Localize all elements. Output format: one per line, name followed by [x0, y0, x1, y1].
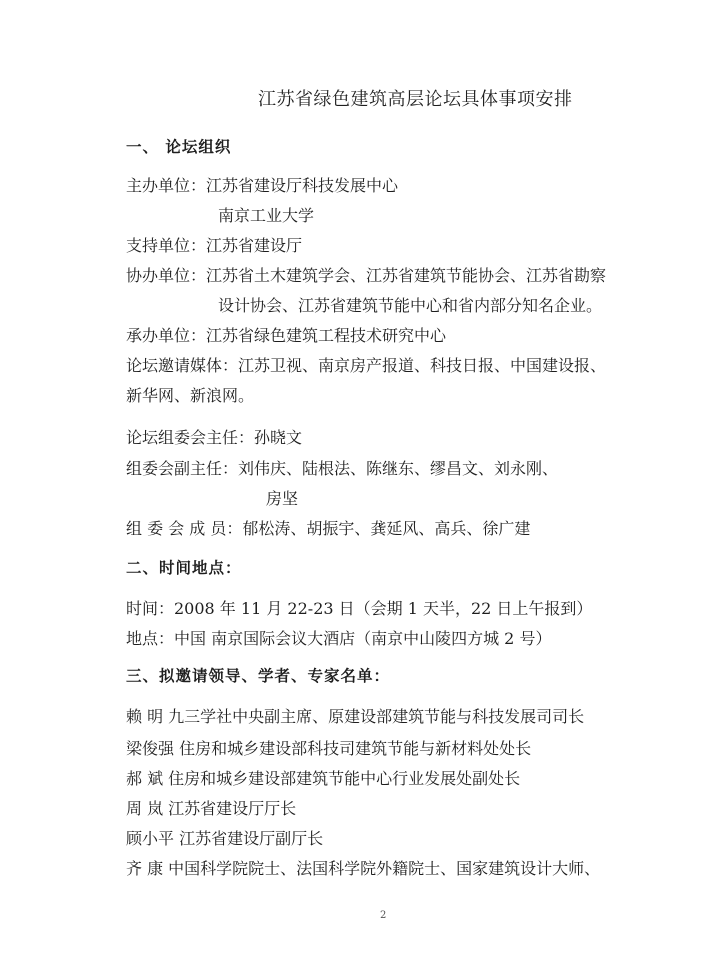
media-line: 论坛邀请媒体：江苏卫视、南京房产报道、科技日报、中国建设报、 — [126, 356, 607, 375]
vice-chair-line-2: 房坚 — [266, 489, 299, 508]
co-organizer-line: 协办单位：江苏省土木建筑学会、江苏省建筑节能协会、江苏省勘察 — [126, 266, 607, 285]
committee-chair-line: 论坛组委会主任：孙晓文 — [126, 428, 303, 447]
section-heading-time-place: 二、时间地点： — [126, 558, 242, 577]
time-line: 时间：2008 年 11 月 22-23 日（会期 1 天半，22 日上午报到） — [126, 599, 593, 618]
page-number: 2 — [380, 910, 387, 921]
invitee-line: 顾小平 江苏省建设厅副厅长 — [126, 829, 324, 848]
invitee-line: 齐 康 中国科学院院士、法国科学院外籍院士、国家建筑设计大师、 — [126, 859, 601, 878]
section-heading-organization: 一、 论坛组织 — [126, 137, 232, 156]
invitee-line: 周 岚 江苏省建设厅厅长 — [126, 799, 297, 818]
media-line-2: 新华网、新浪网。 — [126, 386, 255, 405]
support-line: 支持单位：江苏省建设厅 — [126, 236, 303, 255]
members-line: 组 委 会 成 员：郁松涛、胡振宇、龚延风、高兵、徐广建 — [126, 519, 531, 538]
invitee-line: 赖 明 九三学社中央副主席、原建设部建筑节能与科技发展司司长 — [126, 707, 585, 726]
invitee-line: 郝 斌 住房和城乡建设部建筑节能中心行业发展处副处长 — [126, 769, 521, 788]
document-title: 江苏省绿色建筑高层论坛具体事项安排 — [258, 89, 573, 110]
vice-chair-line: 组委会副主任：刘伟庆、陆根法、陈继东、缪昌文、刘永刚、 — [126, 459, 559, 478]
undertaker-line: 承办单位：江苏省绿色建筑工程技术研究中心 — [126, 326, 447, 345]
invitee-line: 梁俊强 住房和城乡建设部科技司建筑节能与新材料处处长 — [126, 739, 532, 758]
host-line: 主办单位：江苏省建设厅科技发展中心 — [126, 176, 399, 195]
co-organizer-line-2: 设计协会、江苏省建筑节能中心和省内部分知名企业。 — [218, 296, 603, 315]
section-heading-invitees: 三、拟邀请领导、学者、专家名单： — [126, 666, 391, 685]
host-line-2: 南京工业大学 — [218, 206, 315, 225]
place-line: 地点：中国 南京国际会议大酒店（南京中山陵四方城 2 号） — [126, 629, 552, 648]
